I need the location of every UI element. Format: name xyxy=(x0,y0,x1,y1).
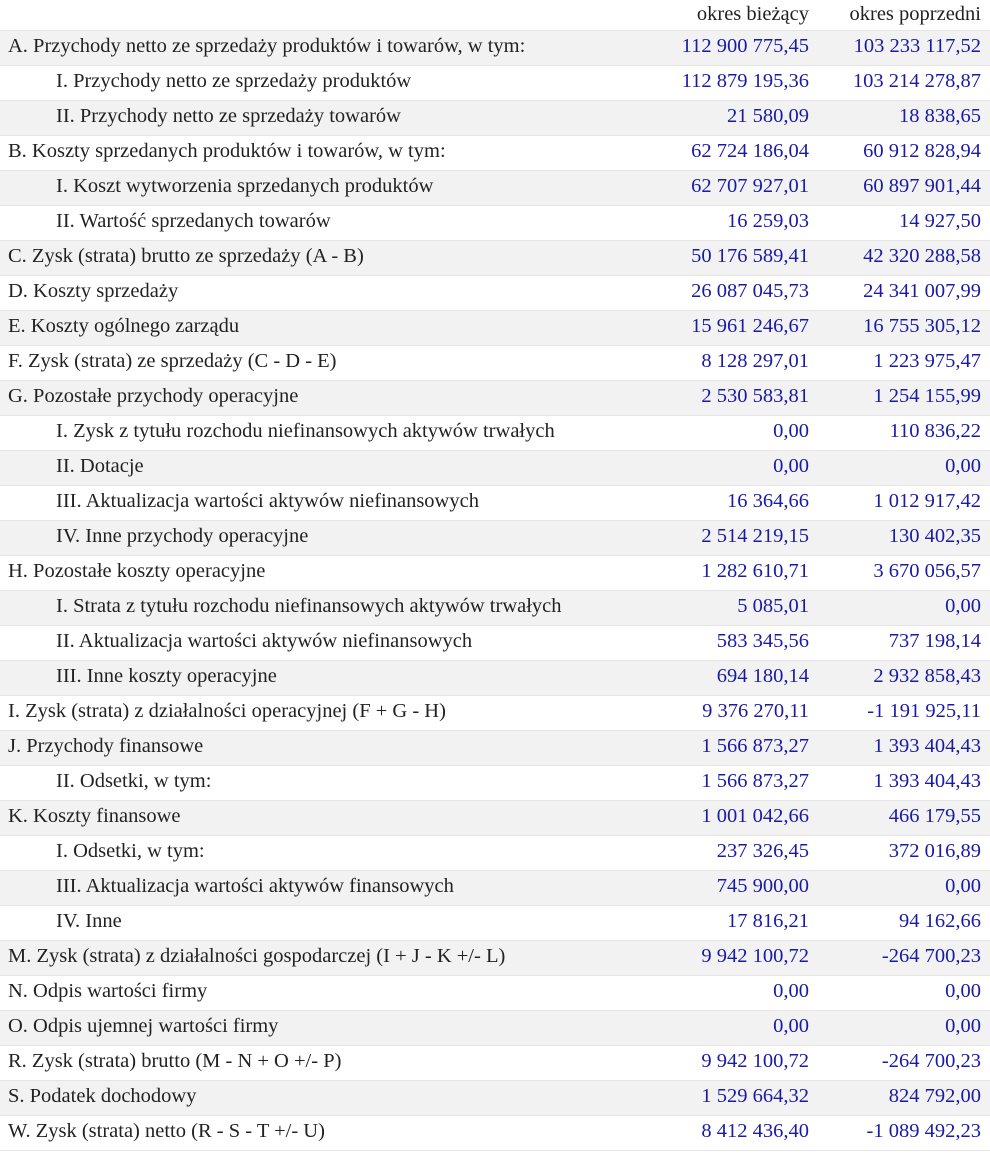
previous-period-value: 0,00 xyxy=(945,1015,981,1037)
table-row xyxy=(0,345,990,380)
previous-period-value: 103 233 117,52 xyxy=(853,35,981,57)
row-label: D. Koszty sprzedaży xyxy=(8,280,179,302)
table-row xyxy=(0,765,990,800)
current-period-value: 15 961 246,67 xyxy=(691,315,809,337)
row-label: II. Przychody netto ze sprzedaży towarów xyxy=(56,105,401,127)
row-label: IV. Inne xyxy=(56,910,122,932)
table-row xyxy=(0,275,990,310)
row-label: I. Zysk (strata) z działalności operacyjnej (F + G - H) xyxy=(8,700,446,722)
current-period-value: 5 085,01 xyxy=(737,595,809,617)
table-row xyxy=(0,170,990,205)
table-row xyxy=(0,905,990,940)
row-label: III. Aktualizacja wartości aktywów niefinansowych xyxy=(56,490,479,512)
previous-period-value: 824 792,00 xyxy=(888,1085,981,1107)
current-period-value: 694 180,14 xyxy=(716,665,809,687)
current-period-value: 21 580,09 xyxy=(727,105,809,127)
current-period-value: 26 087 045,73 xyxy=(691,280,809,302)
table-row xyxy=(0,1115,990,1151)
current-period-value: 8 128 297,01 xyxy=(701,350,809,372)
previous-period-value: -1 191 925,11 xyxy=(867,700,981,722)
table-row xyxy=(0,1010,990,1045)
table-row xyxy=(0,240,990,275)
table-row xyxy=(0,730,990,765)
current-period-value: 50 176 589,41 xyxy=(691,245,809,267)
row-label: II. Wartość sprzedanych towarów xyxy=(56,210,331,232)
table-row xyxy=(0,1080,990,1115)
table-row xyxy=(0,590,990,625)
table-row xyxy=(0,450,990,485)
row-label: R. Zysk (strata) brutto (M - N + O +/- P) xyxy=(8,1050,342,1072)
row-label: I. Zysk z tytułu rozchodu niefinansowych aktywów trwałych xyxy=(56,420,555,442)
row-label: II. Aktualizacja wartości aktywów niefinansowych xyxy=(56,630,473,652)
table-row xyxy=(0,1045,990,1080)
previous-period-value: 0,00 xyxy=(945,595,981,617)
row-label: O. Odpis ujemnej wartości firmy xyxy=(8,1015,279,1037)
row-label: K. Koszty finansowe xyxy=(8,805,181,827)
current-period-value: 62 707 927,01 xyxy=(691,175,809,197)
previous-period-value: 1 012 917,42 xyxy=(873,490,981,512)
row-label: S. Podatek dochodowy xyxy=(8,1085,197,1107)
current-period-value: 8 412 436,40 xyxy=(701,1120,809,1142)
row-label: III. Aktualizacja wartości aktywów finansowych xyxy=(56,875,454,897)
table-row xyxy=(0,940,990,975)
current-period-value: 1 529 664,32 xyxy=(701,1085,809,1107)
previous-period-value: 0,00 xyxy=(945,455,981,477)
row-label: W. Zysk (strata) netto (R - S - T +/- U) xyxy=(8,1120,325,1142)
table-row xyxy=(0,555,990,590)
previous-period-value: 60 897 901,44 xyxy=(863,175,981,197)
current-period-value: 16 364,66 xyxy=(727,490,809,512)
row-label: III. Inne koszty operacyjne xyxy=(56,665,277,687)
row-label: E. Koszty ogólnego zarządu xyxy=(8,315,240,337)
previous-period-value: 1 393 404,43 xyxy=(873,770,981,792)
previous-period-value: 130 402,35 xyxy=(888,525,981,547)
current-period-value: 0,00 xyxy=(773,420,809,442)
current-period-value: 9 942 100,72 xyxy=(701,1050,809,1072)
column-header-previous-period: okres poprzedni xyxy=(849,3,981,25)
previous-period-value: 18 838,65 xyxy=(899,105,981,127)
column-header-current-period: okres bieżący xyxy=(696,3,809,25)
previous-period-value: 372 016,89 xyxy=(888,840,981,862)
table-row xyxy=(0,975,990,1010)
table-row xyxy=(0,485,990,520)
current-period-value: 9 376 270,11 xyxy=(702,700,809,722)
row-label: J. Przychody finansowe xyxy=(8,735,204,757)
previous-period-value: -264 700,23 xyxy=(881,1050,981,1072)
previous-period-value: 42 320 288,58 xyxy=(863,245,981,267)
table-row xyxy=(0,65,990,100)
current-period-value: 583 345,56 xyxy=(716,630,809,652)
row-label: F. Zysk (strata) ze sprzedaży (C - D - E) xyxy=(8,350,337,372)
previous-period-value: 94 162,66 xyxy=(899,910,981,932)
current-period-value: 0,00 xyxy=(773,455,809,477)
previous-period-value: 3 670 056,57 xyxy=(873,560,981,582)
current-period-value: 1 566 873,27 xyxy=(701,770,809,792)
table-row xyxy=(0,870,990,905)
previous-period-value: 1 254 155,99 xyxy=(873,385,981,407)
table-row xyxy=(0,800,990,835)
row-label: N. Odpis wartości firmy xyxy=(8,980,208,1002)
previous-period-value: 24 341 007,99 xyxy=(863,280,981,302)
previous-period-value: 14 927,50 xyxy=(899,210,981,232)
row-label: I. Przychody netto ze sprzedaży produktów xyxy=(56,70,412,92)
row-label: C. Zysk (strata) brutto ze sprzedaży (A - B) xyxy=(8,245,364,267)
row-label: H. Pozostałe koszty operacyjne xyxy=(8,560,266,582)
table-row xyxy=(0,520,990,555)
table-header xyxy=(0,0,990,30)
previous-period-value: 16 755 305,12 xyxy=(863,315,981,337)
row-label: II. Dotacje xyxy=(56,455,144,477)
table-row xyxy=(0,695,990,730)
previous-period-value: 1 223 975,47 xyxy=(873,350,981,372)
row-label: II. Odsetki, w tym: xyxy=(56,770,212,792)
table-row xyxy=(0,100,990,135)
previous-period-value: -1 089 492,23 xyxy=(866,1120,981,1142)
current-period-value: 745 900,00 xyxy=(716,875,809,897)
income-statement-table xyxy=(0,30,990,1151)
current-period-value: 2 530 583,81 xyxy=(701,385,809,407)
previous-period-value: 110 836,22 xyxy=(889,420,981,442)
previous-period-value: -264 700,23 xyxy=(881,945,981,967)
table-row xyxy=(0,660,990,695)
current-period-value: 1 566 873,27 xyxy=(701,735,809,757)
table-row xyxy=(0,205,990,240)
table-row xyxy=(0,835,990,870)
table-row xyxy=(0,310,990,345)
previous-period-value: 466 179,55 xyxy=(888,805,981,827)
table-row xyxy=(0,625,990,660)
row-label: B. Koszty sprzedanych produktów i towarów, w tym: xyxy=(8,140,446,162)
table-row xyxy=(0,30,990,65)
row-label: I. Koszt wytworzenia sprzedanych produktów xyxy=(56,175,434,197)
current-period-value: 112 879 195,36 xyxy=(681,70,809,92)
current-period-value: 1 001 042,66 xyxy=(701,805,809,827)
current-period-value: 16 259,03 xyxy=(727,210,809,232)
row-label: G. Pozostałe przychody operacyjne xyxy=(8,385,299,407)
row-label: A. Przychody netto ze sprzedaży produktów i towarów, w tym: xyxy=(8,35,526,57)
previous-period-value: 2 932 858,43 xyxy=(873,665,981,687)
table-row xyxy=(0,135,990,170)
table-row xyxy=(0,415,990,450)
table-row xyxy=(0,380,990,415)
current-period-value: 2 514 219,15 xyxy=(701,525,809,547)
row-label: IV. Inne przychody operacyjne xyxy=(56,525,309,547)
current-period-value: 1 282 610,71 xyxy=(701,560,809,582)
previous-period-value: 103 214 278,87 xyxy=(852,70,981,92)
row-label: M. Zysk (strata) z działalności gospodarczej (I + J - K +/- L) xyxy=(8,945,506,967)
current-period-value: 17 816,21 xyxy=(727,910,809,932)
previous-period-value: 1 393 404,43 xyxy=(873,735,981,757)
current-period-value: 237 326,45 xyxy=(716,840,809,862)
previous-period-value: 60 912 828,94 xyxy=(863,140,981,162)
row-label: I. Strata z tytułu rozchodu niefinansowych aktywów trwałych xyxy=(56,595,562,617)
row-label: I. Odsetki, w tym: xyxy=(56,840,205,862)
current-period-value: 62 724 186,04 xyxy=(691,140,809,162)
previous-period-value: 0,00 xyxy=(945,980,981,1002)
previous-period-value: 0,00 xyxy=(945,875,981,897)
current-period-value: 0,00 xyxy=(773,980,809,1002)
current-period-value: 9 942 100,72 xyxy=(701,945,809,967)
current-period-value: 112 900 775,45 xyxy=(681,35,809,57)
previous-period-value: 737 198,14 xyxy=(888,630,981,652)
current-period-value: 0,00 xyxy=(773,1015,809,1037)
